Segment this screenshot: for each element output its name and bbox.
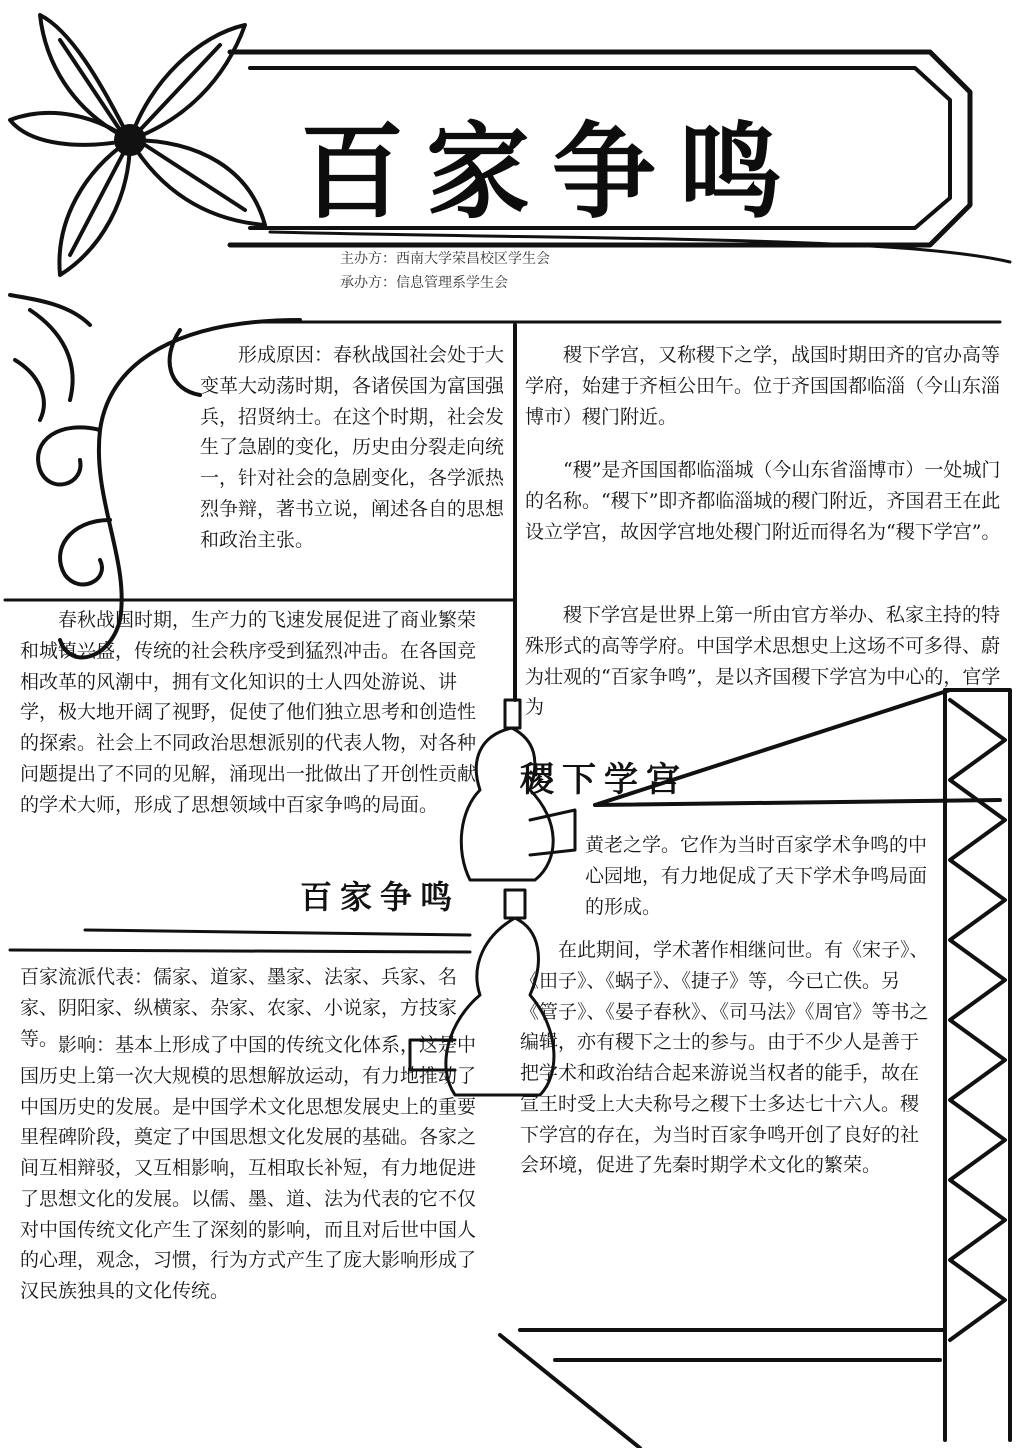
jixia-intro-paragraph: 稷下学宫，又称稷下之学，战国时期田齐的官办高等学府，始建于齐桓公田午。位于齐国国都临淄（今山东淄博市）稷门附近。: [525, 344, 1001, 428]
influence-paragraph: 影响：基本上形成了中国的传统文化体系，这是中国历史上第一次大规模的思想解放运动，有力地推动了中国历史的发展。是中国学术文化思想发展史上的重要里程碑阶段，奠定了中国思想文化发展的基础。各家之间互相辩驳，又互相影响，互相取长补短，有力地促进了思想文化的发展。以儒、墨、道、法为代表的它不仅对中国传统文化产生了深刻的影响，而且对后世中国人的心理，观念，习惯，行为方式产生了庞大影响形成了汉民族独具的文化传统。: [20, 1034, 477, 1303]
baijia-heading: 百家争鸣: [300, 878, 461, 916]
first-academy-paragraph: 稷下学宫是世界上第一所由官方举办、私家主持的特殊形式的高等学府。中国学术思想史上这场不可多得、蔚为壮观的“百家争鸣”，是以齐国稷下学宫为中心的，官学为: [525, 604, 1001, 719]
works-paragraph: 在此期间，学术著作相继问世。有《宋子》、《田子》、《蜗子》、《捷子》等，今已亡佚。另《管子》、《晏子春秋》、《司马法》《周官》等书之编辑，亦有稷下之士的参与。由于不少人是善于把学术和政治结合起来游说当权者的能手，故在宣王时受上大夫称号之稷下士多达七十六人。稷下学宫的存在，为当时百家争鸣开创了良好的社会环境，促进了先秦时期学术文化的繁荣。: [520, 939, 929, 1177]
co-organizer-text: 承办方：信息管理系学生会: [340, 275, 508, 291]
jixia-heading: 稷下学宫: [520, 760, 688, 800]
baijia-heading-rule: [10, 930, 470, 952]
flower-ornament-icon: [10, 15, 265, 275]
spring-autumn-paragraph: 春秋战国时期，生产力的飞速发展促进了商业繁荣和城镇兴盛，传统的社会秩序受到猛烈冲击。在各国竞相改革的风潮中，拥有文化知识的士人四处游说、讲学，极大地开阔了视野，促使了他们独立思考和创造性的探索。社会上不同政治思想派别的代表人物，对各种问题提出了不同的见解，涌现出一批做出了开创性贡献的学术大师，形成了思想领域中百家争鸣的局面。: [20, 609, 477, 816]
huanglao-paragraph: 黄老之学。它作为当时百家学术争鸣的中心园地，有力地促成了天下学术争鸣局面的形成。: [585, 834, 928, 918]
ji-gate-paragraph: “稷”是齐国国都临淄城（今山东省淄博市）一处城门的名称。“稷下”即齐都临淄城的稷门附近，齐国君王在此设立学宫，故因学宫地处稷门附近而得名为“稷下学宫”。: [525, 459, 1001, 543]
organizer-text: 主办方：西南大学荣昌校区学生会: [340, 251, 550, 267]
formation-reason-paragraph: 形成原因：春秋战国社会处于大变革大动荡时期，各诸侯国为富国强兵，招贤纳士。在这个时期，社会发生了急剧的变化，历史由分裂走向统一，针对社会的急剧变化，各学派热烈争辩，著书立说，阐述各自的思想和政治主张。: [200, 344, 505, 551]
page-title: 百家争鸣: [300, 111, 805, 233]
schools-paragraph: 百家流派代表：儒家、道家、墨家、法家、兵家、名家、阴阳家、纵横家、杂家、农家、小说家，方技家等。: [20, 966, 458, 1050]
